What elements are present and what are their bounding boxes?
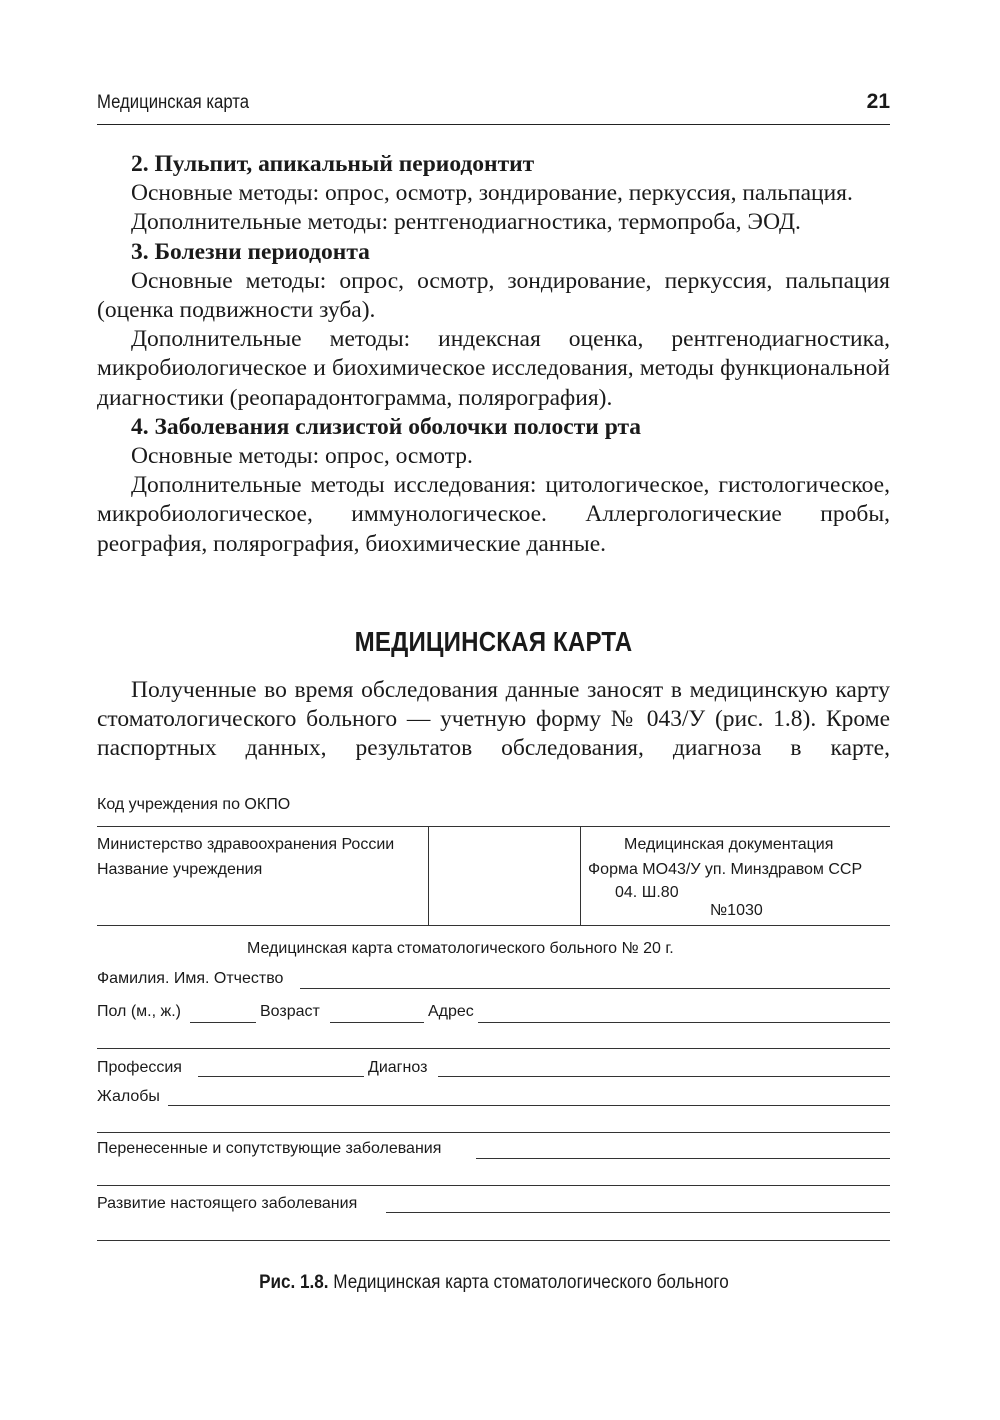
okpo-label: Код учреждения по ОКПО (97, 796, 291, 813)
past-diseases-label: Перенесенные и сопутствующие заболевания (97, 1140, 442, 1157)
form-top-rule (97, 826, 890, 827)
sex-field[interactable] (190, 1022, 256, 1023)
body-text (97, 150, 890, 559)
section-extra-methods: Дополнительные методы: индексная оценка, рентгенодиагностика, микробиологическое и биохимическое исследования, методы функциональной диагностики (реопарадонтограмма, полярография). (97, 326, 890, 411)
complaints-field[interactable] (168, 1105, 890, 1106)
form-number: №1030 (710, 902, 763, 919)
section-main-methods: Основные методы: опрос, осмотр, зондирование, перкуссия, пальпация (оценка подвижности зуба). (97, 267, 890, 324)
address-field[interactable] (478, 1022, 890, 1023)
section-heading: 4. Заболевания слизистой оболочки полости рта (131, 413, 642, 440)
med-doc-label: Медицинская документация (624, 836, 834, 853)
form-line: Форма МО43/У уп. Минздравом ССР (588, 861, 863, 878)
diagnosis-label: Диагноз (368, 1059, 428, 1076)
current-disease-field[interactable] (386, 1212, 890, 1213)
section-main-methods: Основные методы: опрос, осмотр. (131, 443, 473, 470)
caption-text: Медицинская карта стоматологического больного (332, 1272, 729, 1293)
card-title: Медицинская карта стоматологического больного № 20 г. (247, 940, 674, 957)
blank-line[interactable] (97, 1048, 890, 1049)
caption-label: Рис. 1.8. (258, 1272, 329, 1293)
form-date: 04. Ш.80 (615, 884, 679, 901)
figure-caption (97, 1272, 890, 1294)
section-heading: 2. Пульпит, апикальный периодонтит (131, 151, 535, 177)
form-divider (580, 826, 581, 925)
fio-field[interactable] (300, 988, 890, 989)
blank-line[interactable] (97, 1185, 890, 1186)
diagnosis-field[interactable] (438, 1076, 890, 1077)
profession-label: Профессия (97, 1059, 182, 1076)
fio-label: Фамилия. Имя. Отчество (97, 970, 284, 987)
age-field[interactable] (330, 1022, 424, 1023)
blank-line[interactable] (97, 1240, 890, 1241)
address-label: Адрес (428, 1003, 474, 1020)
page-number: 21 (866, 90, 890, 113)
intro-paragraph: Полученные во время обследования данные заносят в медицинскую карту стоматологического больного — учетную форму № 043/У (рис. 1.8). Кроме паспортных данных, результатов обследования, диагноза в карте, (97, 677, 890, 762)
ministry-label: Министерство здравоохранения России (97, 836, 395, 853)
section-extra-methods: Дополнительные методы: рентгенодиагностика, термопроба, ЭОД. (131, 209, 801, 236)
sex-label: Пол (м., ж.) (97, 1003, 181, 1020)
section-title: МЕДИЦИНСКАЯ КАРТА (354, 626, 633, 657)
running-head (97, 90, 890, 125)
current-disease-label: Развитие настоящего заболевания (97, 1195, 358, 1212)
section-heading: 3. Болезни периодонта (131, 238, 370, 265)
age-label: Возраст (260, 1003, 320, 1020)
blank-line[interactable] (97, 1132, 890, 1133)
section-main-methods: Основные методы: опрос, осмотр, зондирование, перкуссия, пальпация. (131, 180, 853, 207)
past-diseases-field[interactable] (476, 1158, 890, 1159)
section-extra-methods: Дополнительные методы исследования: цитологическое, гистологическое, микробиологическое, иммунологическое. Аллергологические пробы, реография, полярография, биохимические данные. (97, 472, 890, 557)
profession-field[interactable] (198, 1076, 364, 1077)
institution-label: Название учреждения (97, 861, 263, 878)
form-divider (428, 826, 429, 925)
form-header-rule (97, 925, 890, 926)
running-head-title: Медицинская карта (97, 92, 250, 113)
complaints-label: Жалобы (97, 1088, 160, 1105)
